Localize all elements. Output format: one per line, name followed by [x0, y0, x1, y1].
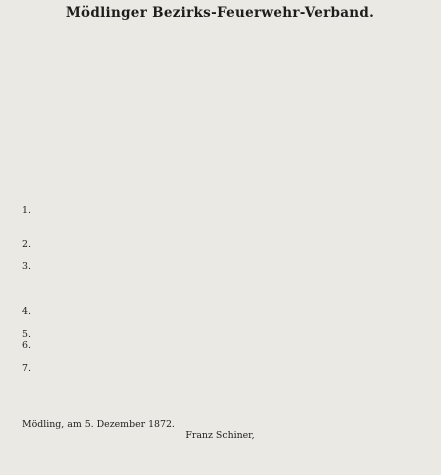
text-line	[6, 318, 434, 329]
text-line: 2.	[22, 238, 31, 250]
text-line	[6, 396, 434, 407]
text-line	[6, 228, 434, 239]
text-line	[6, 295, 434, 306]
text-line	[6, 126, 434, 137]
text-line	[6, 216, 434, 227]
text-line	[6, 183, 434, 194]
text-line	[6, 408, 434, 419]
text-line	[6, 284, 434, 295]
text-line	[6, 25, 434, 36]
text-line	[6, 104, 434, 115]
text-line	[6, 160, 434, 171]
text-line	[6, 36, 434, 47]
text-line	[6, 138, 434, 149]
text-line: 6.	[22, 340, 31, 351]
text-line	[6, 149, 434, 160]
article-body	[6, 25, 434, 453]
text-line	[6, 374, 434, 385]
text-line: 4.	[22, 306, 31, 318]
text-line	[6, 93, 434, 104]
text-line: Franz Schiner,	[185, 430, 255, 441]
text-line	[6, 59, 434, 70]
text-line	[6, 351, 434, 362]
text-line	[6, 385, 434, 396]
text-line	[6, 171, 434, 182]
text-line	[6, 194, 434, 205]
text-line: 3.	[22, 261, 31, 273]
text-line	[6, 250, 434, 261]
text-line	[6, 81, 434, 92]
text-line	[6, 70, 434, 81]
text-line: 5.	[22, 328, 31, 340]
text-line	[6, 115, 434, 126]
text-line	[6, 48, 434, 59]
text-line: 1.	[22, 205, 31, 216]
article-title: Mödlinger Bezirks-Feuerwehr-Verband.	[65, 5, 375, 21]
text-line: Mödling, am 5. Dezember 1872.	[22, 418, 175, 430]
text-line	[6, 273, 434, 284]
text-line	[6, 441, 434, 452]
text-line: 7.	[22, 362, 31, 374]
